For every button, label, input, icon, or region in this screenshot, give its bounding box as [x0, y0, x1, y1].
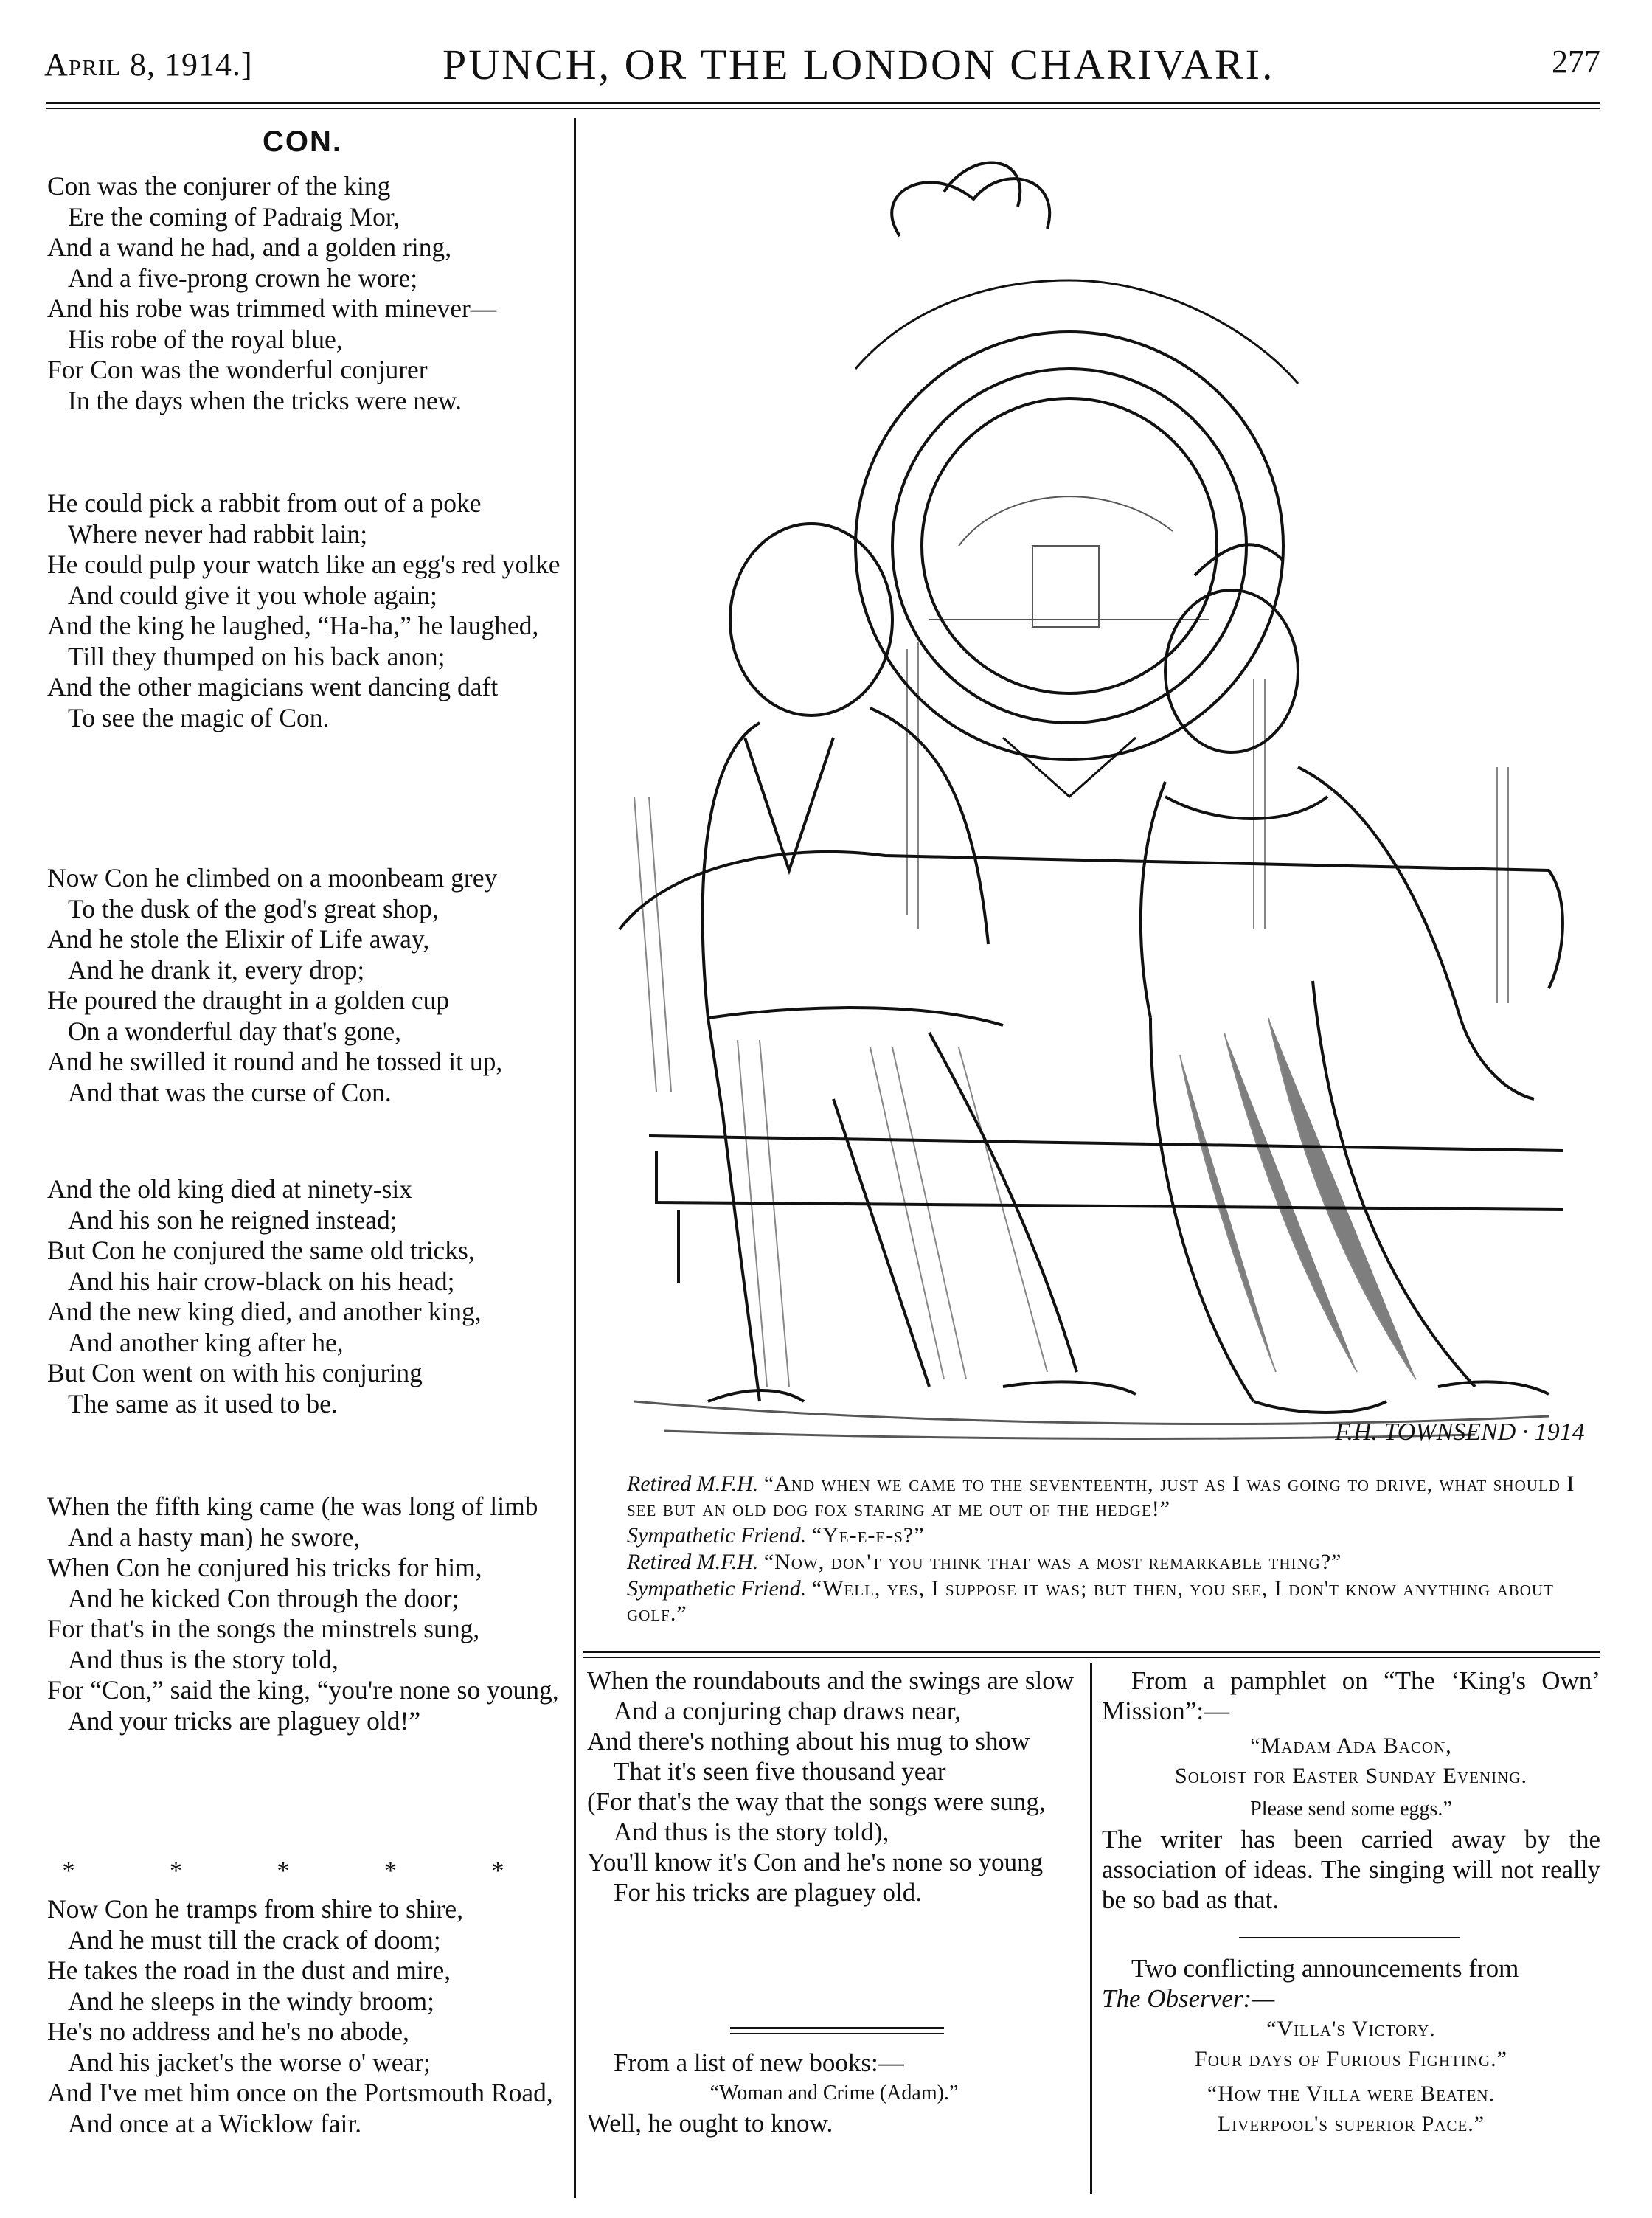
- poem-line: And the new king died, and another king,: [47, 1297, 482, 1326]
- poem-line: When Con he conjured his tricks for him,: [47, 1553, 482, 1582]
- verse-line: When the roundabouts and the swings are slow: [587, 1666, 1074, 1695]
- pamphlet-comment: The writer has been carried away by the association of ideas. The singing will not really be so bad as that.: [1102, 1825, 1600, 1914]
- observer-intro: Two conflicting announcements from: [1131, 1954, 1519, 1983]
- poem-line: And his jacket's the worse o' wear;: [68, 2047, 431, 2077]
- pamphlet-intro: From a pamphlet on “The ‘King's Own’ Mission”:—: [1102, 1666, 1600, 1725]
- poem-line: And a wand he had, and a golden ring,: [47, 232, 452, 262]
- caption-text: “Now, don't you think that was a most remarkable thing?”: [763, 1550, 1342, 1574]
- new-books-item: [587, 2048, 1081, 2138]
- poem-line: And could give it you whole again;: [68, 580, 437, 610]
- poem-stars-divider: * * * * *: [62, 1857, 549, 1885]
- publication-title: PUNCH, OR THE LONDON CHARIVARI.: [442, 41, 1275, 89]
- books-quote: “Woman and Crime (Adam).”: [709, 2082, 959, 2104]
- poem-line: For that's in the songs the minstrels sung,: [47, 1614, 480, 1643]
- poem-line: And he sleeps in the windy broom;: [68, 1986, 434, 2016]
- page-header: [44, 35, 1600, 102]
- poem-line: Con was the conjurer of the king: [47, 171, 391, 201]
- poem-line: And his son he reigned instead;: [68, 1205, 398, 1235]
- middle-column-rule-2: [730, 2033, 944, 2034]
- observer-quote-line: “How the Villa were Beaten.: [1207, 2082, 1496, 2106]
- pamphlet-quote-line: Please send some eggs.”: [1250, 1798, 1452, 1820]
- poem-line: And he must till the crack of doom;: [68, 1924, 441, 1955]
- poem-line: And the old king died at ninety-six: [47, 1174, 412, 1204]
- middle-column-rule-1: [730, 2027, 944, 2029]
- poem-line: For Con was the wonderful conjurer: [47, 355, 428, 384]
- header-rule-bottom: [46, 108, 1600, 109]
- caption-speaker: Sympathetic Friend.: [627, 1576, 807, 1601]
- column-divider-left: [574, 118, 576, 2198]
- observer-item: [1102, 1953, 1600, 2139]
- poem-title: CON.: [263, 125, 342, 158]
- poem-line: To the dusk of the god's great shop,: [68, 893, 439, 923]
- observer-quote-line: “Villa's Victory.: [1266, 2017, 1436, 2041]
- poem-line: The same as it used to be.: [68, 1388, 338, 1418]
- caption-text: “Well, yes, I suppose it was; but then, you see, I don't know anything about golf.”: [627, 1576, 1554, 1626]
- books-intro: From a list of new books:—: [614, 2048, 904, 2077]
- poem-line: Ere the coming of Padraig Mor,: [68, 201, 400, 232]
- poem-line: And he stole the Elixir of Life away,: [47, 924, 430, 954]
- verse-line: That it's seen five thousand year: [614, 1757, 946, 1786]
- caption-rule-top: [583, 1651, 1600, 1653]
- poem-line: But Con went on with his conjuring: [47, 1358, 423, 1387]
- poem-line: For “Con,” said the king, “you're none so young,: [47, 1675, 559, 1705]
- caption-speaker: Retired M.F.H.: [627, 1550, 759, 1574]
- caption-text: “Ye-e-e-s?”: [811, 1523, 925, 1548]
- column-divider-right: [1090, 1663, 1092, 2194]
- caption-line-3: [583, 1550, 1600, 1575]
- caption-line-4: [583, 1576, 1600, 1626]
- verse-line: You'll know it's Con and he's none so young: [587, 1848, 1044, 1876]
- poem-line: And another king after he,: [68, 1327, 344, 1357]
- poem-line: And a hasty man) he swore,: [68, 1522, 361, 1552]
- artist-signature: F.H. TOWNSEND · 1914: [1335, 1418, 1585, 1446]
- middle-column-verse: [587, 1666, 1081, 1907]
- poem-line: But Con he conjured the same old tricks,: [47, 1236, 475, 1265]
- caption-line-2: [583, 1523, 1600, 1548]
- poem-line: His robe of the royal blue,: [68, 324, 343, 354]
- poem-line: He's no address and he's no abode,: [47, 2017, 409, 2046]
- caption-speaker: Retired M.F.H.: [627, 1472, 759, 1496]
- observer-quote-line: Liverpool's superior Pace.”: [1217, 2112, 1485, 2136]
- poem-line: Now Con he climbed on a moonbeam grey: [47, 863, 498, 893]
- books-comment: Well, he ought to know.: [587, 2109, 833, 2138]
- poem-line: Where never had rabbit lain;: [68, 519, 368, 549]
- poem-line: On a wonderful day that's gone,: [68, 1016, 402, 1046]
- poem-line: And the king he laughed, “Ha-ha,” he laughed,: [47, 611, 539, 640]
- observer-quote-line: Four days of Furious Fighting.”: [1195, 2047, 1507, 2071]
- poem-line: He could pick a rabbit from out of a poke: [47, 488, 482, 518]
- verse-line: And there's nothing about his mug to show: [587, 1727, 1030, 1756]
- poem-line: And thus is the story told,: [68, 1644, 339, 1674]
- poem-stanza-6: [47, 1894, 563, 2139]
- poem-stanza-5: [47, 1491, 563, 1736]
- poem-line: To see the magic of Con.: [68, 702, 330, 732]
- pamphlet-quote-line: Soloist for Easter Sunday Evening.: [1175, 1764, 1527, 1788]
- poem-line: And that was the curse of Con.: [68, 1077, 392, 1107]
- verse-line: And thus is the story told),: [614, 1817, 889, 1846]
- poem-line: He could pulp your watch like an egg's red yolke: [47, 550, 560, 579]
- poem-line: And I've met him once on the Portsmouth Road,: [47, 2078, 553, 2107]
- poem-stanza-1: [47, 171, 563, 416]
- caption-text: “And when we came to the seventeenth, just as I was going to drive, what should I see but an old dog fox staring at me out of the hedge!”: [627, 1472, 1575, 1521]
- page-number: 277: [1552, 44, 1600, 80]
- observer-name: The Observer:—: [1102, 1984, 1275, 2013]
- cartoon-caption: [583, 1472, 1600, 1628]
- right-column-rule: [1239, 1937, 1460, 1938]
- poem-line: He poured the draught in a golden cup: [47, 985, 450, 1015]
- poem-line: And once at a Wicklow fair.: [68, 2108, 362, 2138]
- poem-line: Till they thumped on his back anon;: [68, 641, 445, 671]
- poem-line: In the days when the tricks were new.: [68, 385, 462, 415]
- poem-line: And he swilled it round and he tossed it up,: [47, 1047, 503, 1076]
- verse-line: For his tricks are plaguey old.: [614, 1878, 922, 1907]
- verse-line: (For that's the way that the songs were sung,: [587, 1787, 1046, 1816]
- poem-line: When the fifth king came (he was long of limb: [47, 1491, 538, 1521]
- issue-date: April 8, 1914.]: [44, 46, 253, 83]
- poem-line: And the other magicians went dancing daft: [47, 672, 499, 701]
- caption-speaker: Sympathetic Friend.: [627, 1523, 807, 1548]
- poem-line: And he kicked Con through the door;: [68, 1583, 459, 1613]
- poem-stanza-2: [47, 488, 563, 733]
- poem-line: Now Con he tramps from shire to shire,: [47, 1894, 463, 1924]
- verse-line: And a conjuring chap draws near,: [614, 1697, 961, 1725]
- caption-line-1: [583, 1472, 1600, 1522]
- poem-line: He takes the road in the dust and mire,: [47, 1955, 451, 1985]
- caption-rule-bottom: [583, 1657, 1600, 1658]
- poem-line: And his hair crow-black on his head;: [68, 1266, 455, 1296]
- poem-stanza-3: [47, 863, 563, 1108]
- poem-line: And his robe was trimmed with minever—: [47, 294, 497, 323]
- cartoon-illustration: [590, 133, 1593, 1446]
- poem-stanza-4: [47, 1174, 563, 1419]
- poem-line: And he drank it, every drop;: [68, 954, 365, 985]
- pamphlet-quote-line: “Madam Ada Bacon,: [1250, 1733, 1452, 1758]
- pamphlet-item: [1102, 1666, 1600, 1915]
- header-rule-top: [46, 102, 1600, 104]
- poem-line: And your tricks are plaguey old!”: [68, 1705, 421, 1736]
- poem-line: And a five-prong crown he wore;: [68, 263, 418, 293]
